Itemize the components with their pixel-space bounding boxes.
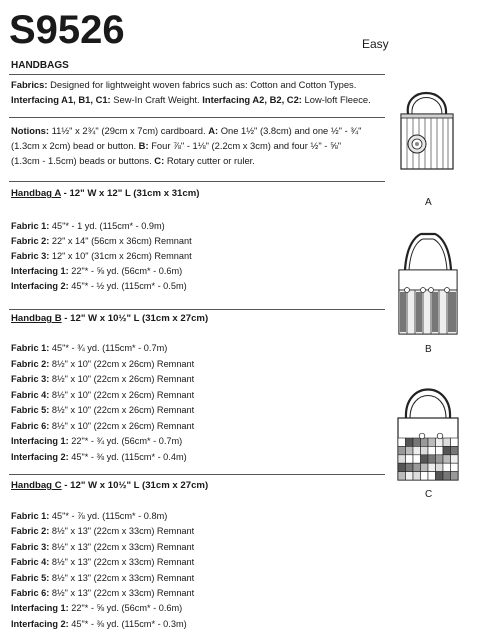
- quilt-square: [421, 463, 429, 471]
- yardage-label: Fabric 2:: [11, 526, 50, 537]
- quilt-square: [436, 463, 444, 471]
- quilt-square: [428, 446, 436, 454]
- yardage-label: Interfacing 1:: [11, 603, 69, 614]
- quilt-square: [451, 438, 459, 446]
- yardage-row: [11, 452, 187, 462]
- quilt-square: [406, 463, 414, 471]
- yardage-row: [11, 281, 187, 291]
- yardage-label: Fabric 1:: [11, 343, 50, 353]
- yardage-value: 12" x 10" (31cm x 26cm) Remnant: [51, 251, 192, 261]
- handbag-c-size: - 12" W x 10½" L (31cm x 27cm): [61, 480, 209, 491]
- yardage-row: [11, 359, 194, 369]
- quilt-square: [398, 438, 406, 446]
- yardage-value: 45"* - ½ yd. (115cm* - 0.5m): [71, 281, 187, 291]
- handbag-b-title: Handbag B: [11, 313, 62, 324]
- difficulty-label: Easy: [362, 37, 389, 51]
- fabrics-label: Fabrics:: [11, 79, 48, 90]
- yardage-label: Fabric 1:: [11, 221, 50, 231]
- quilt-square: [398, 455, 406, 463]
- yardage-row: [11, 526, 194, 536]
- yardage-label: Fabric 4:: [11, 557, 50, 568]
- yardage-label: Fabric 2:: [11, 358, 50, 369]
- pattern-number: S9526: [9, 8, 125, 52]
- notions-b-text: Four ⅞" - 1⅛" (2.2cm x 3cm) and four ½" - ⅝": [151, 140, 342, 151]
- divider: [9, 74, 385, 75]
- yardage-label: Fabric 6:: [11, 420, 50, 431]
- quilt-square: [413, 463, 421, 471]
- yardage-row: [11, 511, 167, 521]
- yardage-value: 22"* - ⅝ yd. (56cm* - 0.6m): [71, 603, 183, 614]
- quilt-square: [428, 472, 436, 480]
- quilt-square: [436, 438, 444, 446]
- yardage-row: [11, 588, 194, 598]
- quilt-square: [436, 455, 444, 463]
- yardage-row: [11, 266, 182, 276]
- quilt-square: [413, 455, 421, 463]
- quilt-square: [406, 438, 414, 446]
- yardage-label: Fabric 5:: [11, 405, 50, 415]
- yardage-value: 22"* - ⅝ yd. (56cm* - 0.6m): [71, 266, 183, 276]
- notions-a-label: A:: [208, 125, 219, 136]
- yardage-label: Interfacing 1:: [11, 436, 69, 446]
- quilt-square: [436, 472, 444, 480]
- quilt-square: [443, 472, 451, 480]
- quilt-square: [428, 438, 436, 446]
- yardage-row: [11, 542, 194, 552]
- handbag-b-illustration: [397, 228, 459, 338]
- quilt-square: [398, 446, 406, 454]
- quilt-square: [406, 446, 414, 454]
- interfacing2-label: Interfacing A2, B2, C2:: [202, 94, 302, 105]
- quilt-square: [413, 438, 421, 446]
- notions-line-2: [11, 138, 341, 153]
- category-title: HANDBAGS: [11, 60, 69, 71]
- yardage-label: Fabric 6:: [11, 588, 50, 598]
- fabrics-line: [11, 77, 356, 92]
- yardage-value: 8½" x 13" (22cm x 33cm) Remnant: [51, 541, 195, 552]
- interfacing-line: [11, 92, 371, 107]
- quilt-square: [451, 446, 459, 454]
- yardage-value: 45"* - ⅞ yd. (115cm* - 0.8m): [51, 511, 168, 521]
- handbag-a-heading: [11, 188, 199, 199]
- quilt-square: [443, 463, 451, 471]
- yardage-value: 45"* - ¾ yd. (115cm* - 0.7m): [51, 343, 168, 353]
- notions-c-text: Rotary cutter or ruler.: [166, 155, 255, 166]
- yardage-row: [11, 573, 194, 583]
- fabrics-text: Designed for lightweight woven fabrics such as: Cotton and Cotton Types.: [50, 79, 357, 90]
- yardage-value: 8½" x 13" (22cm x 33cm) Remnant: [51, 572, 195, 583]
- yardage-label: Fabric 4:: [11, 389, 50, 400]
- quilt-square: [436, 446, 444, 454]
- quilt-square: [413, 446, 421, 454]
- yardage-row: [11, 251, 192, 261]
- yardage-value: 22" x 14" (56cm x 36cm) Remnant: [51, 236, 192, 246]
- quilt-square: [421, 455, 429, 463]
- divider: [9, 474, 385, 475]
- caption-a: A: [425, 197, 432, 208]
- yardage-value: 8½" x 10" (22cm x 26cm) Remnant: [51, 405, 195, 415]
- notions-line-1: [11, 123, 362, 138]
- yardage-label: Fabric 3:: [11, 541, 50, 552]
- notions-a-bead: (1.3cm x 2cm) bead or button.: [11, 140, 137, 151]
- yardage-row: [11, 421, 194, 431]
- yardage-label: Interfacing 2:: [11, 451, 69, 462]
- notions-b-beads: (1.3cm - 1.5cm) beads or buttons.: [11, 155, 152, 166]
- quilt-square: [443, 455, 451, 463]
- yardage-label: Fabric 5:: [11, 572, 50, 583]
- yardage-value: 8½" x 10" (22cm x 26cm) Remnant: [51, 420, 195, 431]
- yardage-row: [11, 436, 182, 446]
- divider: [9, 181, 385, 182]
- handbag-a-size: - 12" W x 12" L (31cm x 31cm): [60, 188, 200, 199]
- yardage-row: [11, 557, 194, 567]
- yardage-value: 8½" x 13" (22cm x 33cm) Remnant: [51, 588, 195, 598]
- quilt-square: [398, 463, 406, 471]
- quilt-square: [443, 438, 451, 446]
- yardage-value: 45"* - ⅜ yd. (115cm* - 0.3m): [71, 618, 187, 629]
- notions-a-text: One 1½" (3.8cm) and one ½" - ¾": [220, 125, 362, 136]
- yardage-row: [11, 374, 194, 384]
- yardage-row: [11, 236, 192, 246]
- yardage-row: [11, 405, 194, 415]
- quilt-square: [421, 438, 429, 446]
- yardage-row: [11, 343, 167, 353]
- quilt-square: [421, 472, 429, 480]
- quilt-pattern: [398, 438, 458, 480]
- yardage-label: Interfacing 2:: [11, 618, 69, 629]
- yardage-label: Interfacing 2:: [11, 281, 69, 291]
- quilt-square: [428, 455, 436, 463]
- notions-label: Notions:: [11, 125, 50, 136]
- yardage-value: 45"* - ⅜ yd. (115cm* - 0.4m): [71, 451, 187, 462]
- quilt-square: [398, 472, 406, 480]
- quilt-square: [413, 472, 421, 480]
- handbag-a-illustration: [398, 78, 458, 193]
- notions-c-label: C:: [154, 155, 165, 166]
- yardage-value: 22"* - ¾ yd. (56cm* - 0.7m): [71, 436, 183, 446]
- quilt-square: [443, 446, 451, 454]
- divider: [9, 309, 385, 310]
- handbag-c-title: Handbag C: [11, 480, 62, 491]
- yardage-value: 8½" x 13" (22cm x 33cm) Remnant: [51, 557, 195, 568]
- handbag-b-heading: [11, 313, 208, 324]
- interfacing2-text: Low-loft Fleece.: [304, 94, 371, 105]
- yardage-value: 8½" x 10" (22cm x 26cm) Remnant: [51, 389, 195, 400]
- yardage-value: 8½" x 13" (22cm x 33cm) Remnant: [51, 526, 195, 537]
- divider: [9, 117, 385, 118]
- yardage-label: Interfacing 1:: [11, 266, 69, 276]
- handbag-b-size: - 12" W x 10½" L (31cm x 27cm): [61, 313, 209, 324]
- quilt-square: [428, 463, 436, 471]
- handbag-c-heading: [11, 480, 208, 491]
- yardage-label: Fabric 3:: [11, 251, 50, 261]
- quilt-square: [451, 455, 459, 463]
- yardage-value: 8½" x 10" (22cm x 26cm) Remnant: [51, 374, 195, 384]
- yardage-value: 45"* - 1 yd. (115cm* - 0.9m): [51, 221, 165, 231]
- caption-c: C: [425, 489, 433, 500]
- yardage-row: [11, 619, 187, 629]
- interfacing1-label: Interfacing A1, B1, C1:: [11, 94, 111, 105]
- notions-line-3: [11, 153, 255, 168]
- yardage-label: Fabric 3:: [11, 374, 50, 384]
- quilt-square: [406, 455, 414, 463]
- yardage-label: Fabric 1:: [11, 511, 50, 521]
- yardage-row: [11, 390, 194, 400]
- quilt-square: [406, 472, 414, 480]
- yardage-row: [11, 603, 182, 613]
- yardage-value: 8½" x 10" (22cm x 26cm) Remnant: [51, 358, 195, 369]
- caption-b: B: [425, 344, 432, 355]
- quilt-square: [451, 472, 459, 480]
- handbag-a-title: Handbag A: [11, 188, 61, 199]
- quilt-square: [421, 446, 429, 454]
- interfacing1-text: Sew-In Craft Weight.: [113, 94, 200, 105]
- notions-cardboard: 11½" x 2¾" (29cm x 7cm) cardboard.: [51, 125, 206, 136]
- quilt-square: [451, 463, 459, 471]
- yardage-row: [11, 221, 165, 231]
- yardage-label: Fabric 2:: [11, 236, 50, 246]
- notions-b-label: B:: [138, 140, 149, 151]
- handbag-c-illustration: [396, 372, 460, 484]
